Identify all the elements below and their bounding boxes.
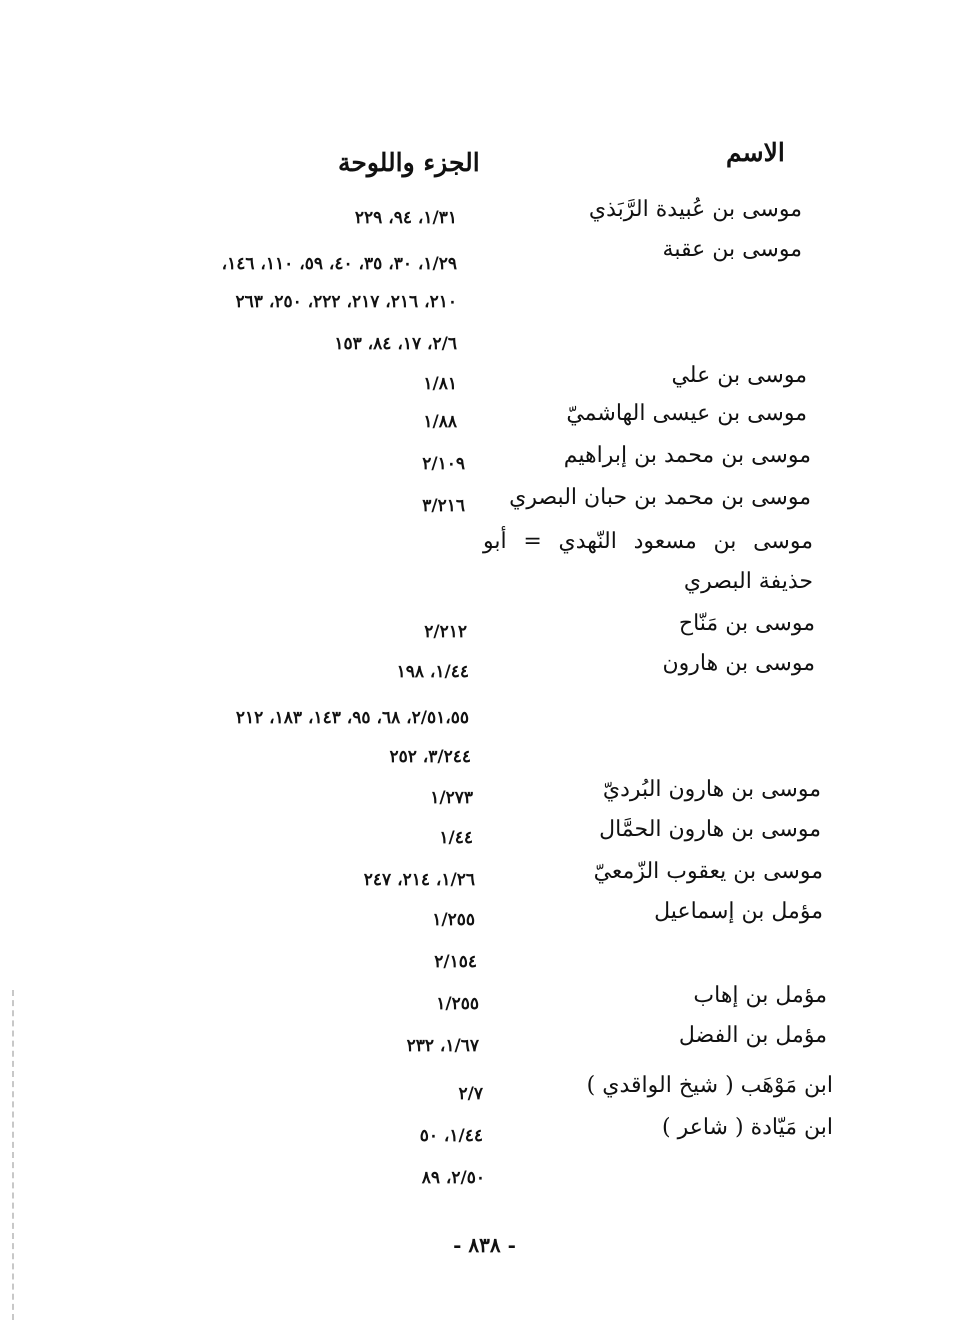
entry-ref: ١/٤٤ — [439, 828, 473, 848]
name-column-header: الاسم — [726, 138, 785, 167]
entry-name: موسى بن محمد بن حبان البصري — [509, 485, 811, 510]
entry-ref: ٢/٧ — [458, 1084, 483, 1104]
entry-ref: ١/٢٥٥ — [436, 994, 479, 1014]
entry-ref: ٢/٦، ١٧، ٨٤، ١٥٣ — [334, 334, 457, 354]
entry-name: مؤمل بن إهاب — [693, 983, 827, 1008]
entry-name: موسى بن هارون البُرديّ — [602, 777, 821, 802]
entry-name: موسى بن عُبيدة الرَّبَذي — [588, 197, 802, 222]
entry-ref: ٢/١٥٤ — [434, 952, 477, 972]
entry-name: ابن مَيّادة ( شاعر ) — [662, 1115, 833, 1140]
entry-name: موسى بن هارون الحمَّال — [599, 817, 821, 842]
entry-name: موسى بن محمد بن إبراهيم — [563, 443, 811, 468]
entry-name: مؤمل بن إسماعيل — [654, 899, 823, 924]
entry-name: موسى بن عقبة — [662, 237, 802, 262]
ref-column-header: الجزء واللوحة — [338, 148, 480, 177]
entry-name: ابن مَوْهَب ( شيخ الواقدي ) — [586, 1073, 833, 1098]
entry-name: موسى بن يعقوب الزّمعيّ — [593, 859, 823, 884]
entry-ref: ٢/٢١٢ — [424, 622, 467, 642]
entry-ref: ١/٤٤، ١٩٨ — [396, 662, 469, 682]
entry-name: موسى بن هارون — [662, 651, 815, 676]
scan-edge-line — [12, 990, 14, 1320]
entry-ref: ٢/٥٠، ٨٩ — [421, 1168, 485, 1188]
entry-ref: ٢/٥١،٥٥، ٦٨، ٩٥، ١٤٣، ١٨٣، ٢١٢ — [235, 708, 469, 728]
entry-ref: ٢/١٠٩ — [422, 454, 465, 474]
entry-ref: ١/٨٨ — [423, 412, 457, 432]
entry-ref: ١/٦٧، ٢٣٢ — [406, 1036, 479, 1056]
entry-name: موسى بن عيسى الهاشميّ — [566, 401, 807, 426]
entry-ref: ٢١٠، ٢١٦، ٢١٧، ٢٢٢، ٢٥٠، ٢٦٣ — [235, 292, 457, 312]
entry-ref: ٣/٢١٦ — [422, 496, 465, 516]
page-number: - ٨٣٨ - — [453, 1233, 516, 1257]
entry-ref: ١/٢٩، ٣٠، ٣٥، ٤٠، ٥٩، ١١٠، ١٤٦، — [221, 254, 457, 274]
entry-name: مؤمل بن الفضل — [678, 1023, 827, 1048]
entry-ref: ٣/٢٤٤، ٢٥٢ — [389, 747, 471, 767]
entry-name: موسى بن مسعود النّهدي = أبو حذيفة البصري — [483, 529, 813, 594]
entry-ref: ١/٢٥٥ — [432, 910, 475, 930]
entry-name: موسى بن مَنّاح — [678, 611, 815, 636]
entry-ref: ١/٤٤، ٥٠ — [419, 1126, 483, 1146]
entry-ref: ١/٢٧٣ — [430, 788, 473, 808]
entry-ref: ١/٣١، ٩٤، ٢٢٩ — [354, 208, 457, 228]
entry-ref: ١/٨١ — [423, 374, 457, 394]
entry-ref: ١/٢٦، ٢١٤، ٢٤٧ — [363, 870, 475, 890]
entry-name: موسى بن علي — [671, 363, 807, 388]
